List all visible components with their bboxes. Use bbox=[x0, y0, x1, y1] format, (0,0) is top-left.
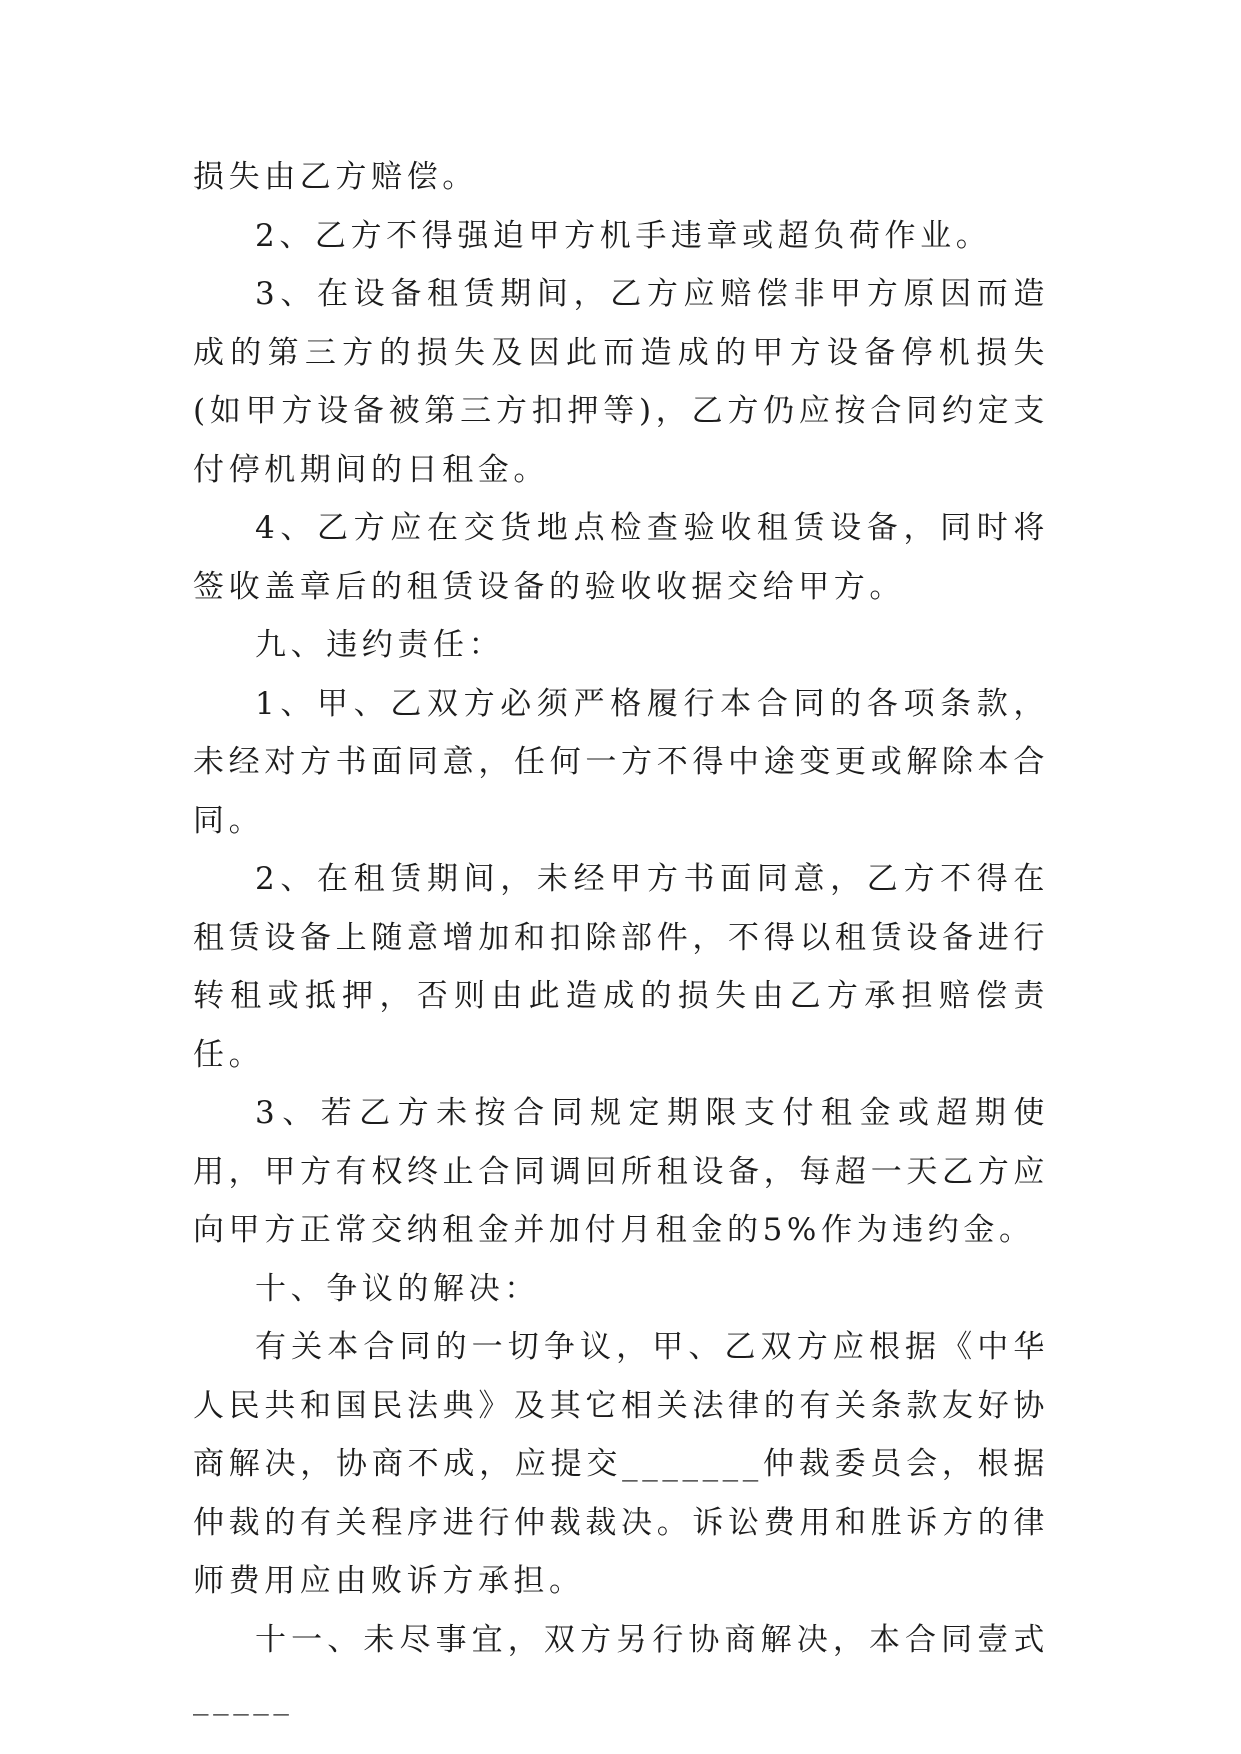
paragraph-dispute-clause: 有关本合同的一切争议，甲、乙双方应根据《中华人民共和国民法典》及其它相关法律的有关条款友好协商解决，协商不成，应提交_______仲裁委员会，根据仲裁的有关程序进行仲裁裁决。诉讼费用和胜诉方的律师费用应由败诉方承担。 bbox=[193, 1329, 1049, 1599]
paragraph-clause-9-1: 1、甲、乙双方必须严格履行本合同的各项条款，未经对方书面同意，任何一方不得中途变更或解除本合同。 bbox=[193, 685, 1049, 839]
section-heading-dispute-resolution: 十、争议的解决： bbox=[255, 1270, 540, 1307]
paragraph-loss-compensation: 损失由乙方赔偿。 bbox=[193, 159, 478, 195]
paragraph-clause-9-3: 3、若乙方未按合同规定期限支付租金或超期使用，甲方有权终止合同调回所租设备，每超一天乙方应向甲方正常交纳租金并加付月租金的5%作为违约金。 bbox=[193, 1095, 1049, 1248]
paragraph-clause-8-2: 2、乙方不得强迫甲方机手违章或超负荷作业。 bbox=[255, 217, 992, 254]
document-body bbox=[193, 148, 1049, 1728]
section-heading-breach-liability: 九、违约责任： bbox=[255, 627, 505, 663]
paragraph-clause-8-3: 3、在设备租赁期间，乙方应赔偿非甲方原因而造成的第三方的损失及因此而造成的甲方设备停机损失(如甲方设备被第三方扣押等)，乙方仍应按合同约定支付停机期间的日租金。 bbox=[193, 276, 1049, 488]
paragraph-clause-11: 十一、未尽事宜，双方另行协商解决，本合同壹式_____ bbox=[193, 1621, 1049, 1716]
paragraph-clause-8-4: 4、乙方应在交货地点检查验收租赁设备，同时将签收盖章后的租赁设备的验收收据交给甲方。 bbox=[193, 510, 1049, 605]
paragraph-clause-9-2: 2、在租赁期间，未经甲方书面同意，乙方不得在租赁设备上随意增加和扣除部件，不得以租赁设备进行转租或抵押，否则由此造成的损失由乙方承担赔偿责任。 bbox=[193, 861, 1049, 1073]
